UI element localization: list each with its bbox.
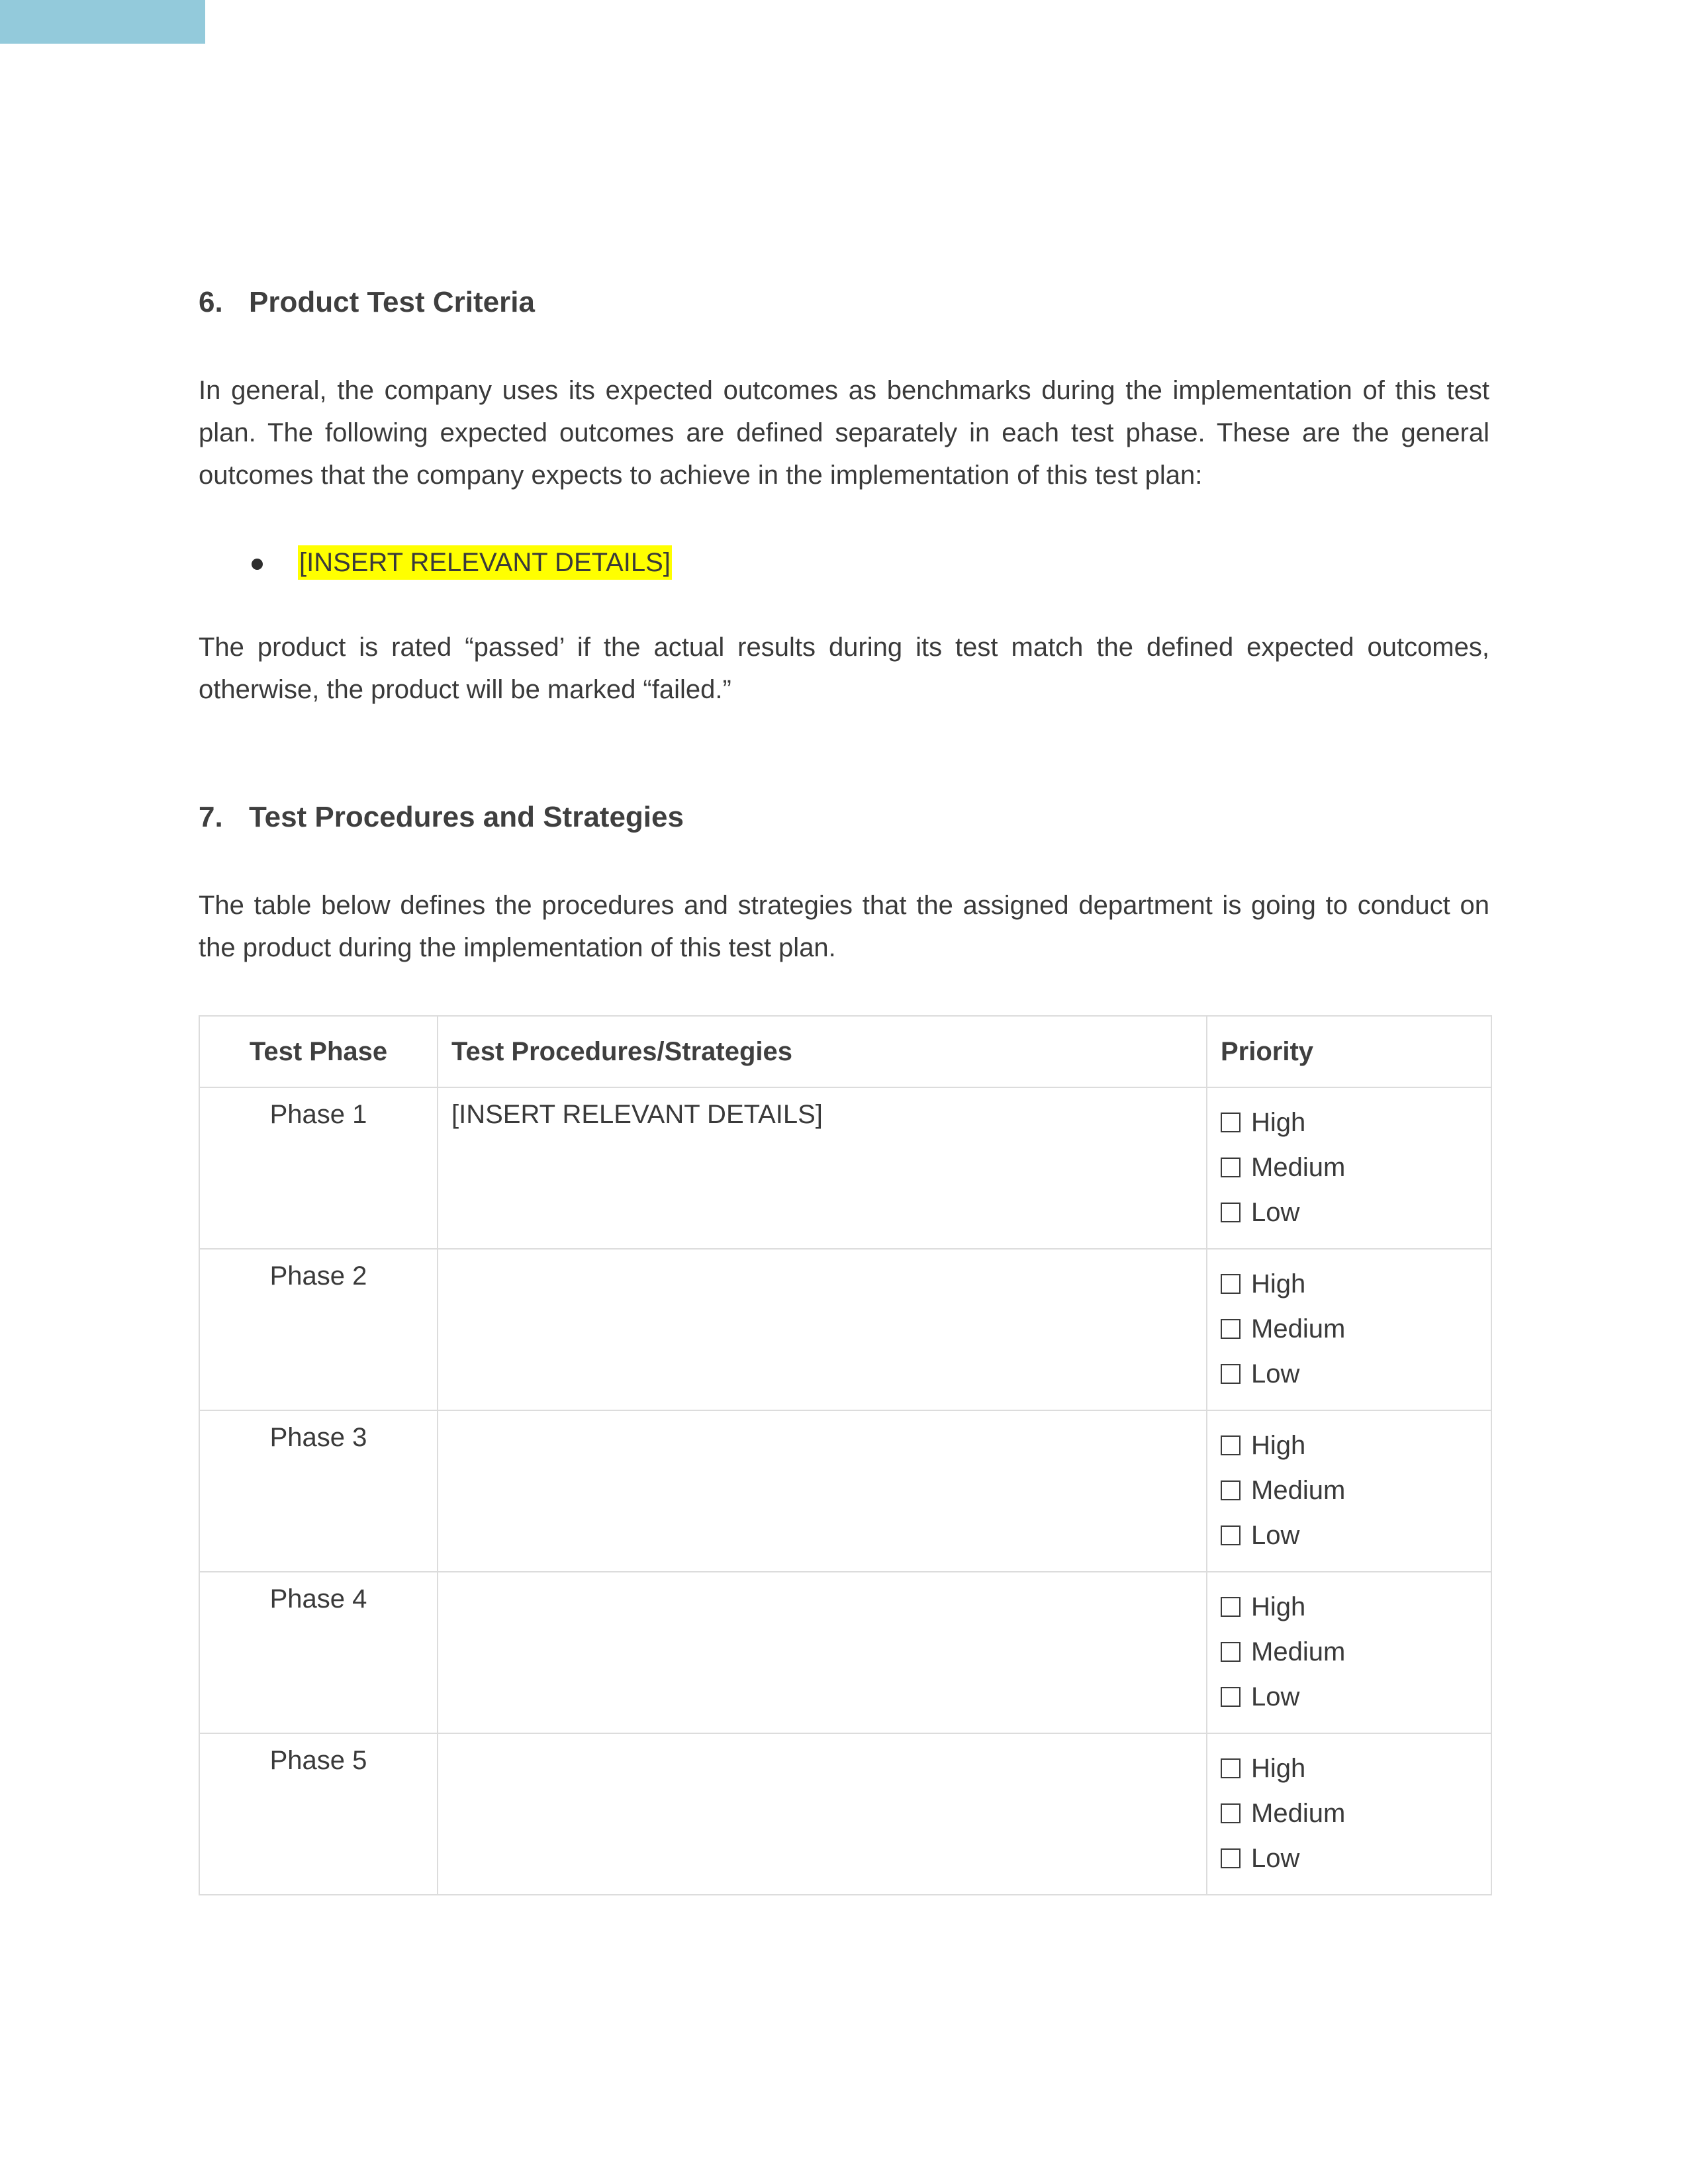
priority-options [1221, 1261, 1477, 1396]
table-header-row [199, 1016, 1491, 1087]
section-7-title: Test Procedures and Strategies [249, 801, 684, 833]
priority-option[interactable] [1221, 1423, 1477, 1468]
procedures-cell[interactable]: [INSERT RELEVANT DETAILS] [438, 1087, 1207, 1249]
priority-label: Medium [1251, 1153, 1346, 1182]
checkbox-icon[interactable] [1221, 1113, 1241, 1132]
priority-label: Medium [1251, 1476, 1346, 1505]
section-6-number: 6. [199, 286, 223, 318]
section-6-paragraph-2: The product is rated “passed’ if the actual results during its test match the defined expected outcomes, otherwise, the product will be marked “failed.” [199, 633, 1489, 704]
phase-cell: Phase 5 [199, 1733, 438, 1895]
phase-cell: Phase 4 [199, 1572, 438, 1733]
table-row [199, 1087, 1491, 1249]
priority-option[interactable] [1221, 1629, 1477, 1674]
phase-cell: Phase 3 [199, 1410, 438, 1572]
priority-cell [1207, 1572, 1491, 1733]
section-7-heading [199, 801, 684, 834]
phase-cell: Phase 1 [199, 1087, 438, 1249]
section-6-heading [199, 286, 535, 319]
procedures-cell[interactable] [438, 1733, 1207, 1895]
checkbox-icon[interactable] [1221, 1435, 1241, 1455]
priority-cell [1207, 1087, 1491, 1249]
table-row [199, 1572, 1491, 1733]
priority-label: Medium [1251, 1799, 1346, 1828]
checkbox-icon[interactable] [1221, 1642, 1241, 1662]
header-test-procedures: Test Procedures/Strategies [438, 1016, 1207, 1087]
table-row [199, 1733, 1491, 1895]
header-test-phase: Test Phase [199, 1016, 438, 1087]
checkbox-icon[interactable] [1221, 1203, 1241, 1222]
priority-option[interactable] [1221, 1351, 1477, 1396]
priority-label: Medium [1251, 1314, 1346, 1343]
priority-label: Low [1251, 1682, 1300, 1711]
priority-label: High [1251, 1108, 1306, 1137]
section-6-title: Product Test Criteria [249, 286, 535, 318]
priority-option[interactable] [1221, 1746, 1477, 1791]
phase-cell: Phase 2 [199, 1249, 438, 1410]
checkbox-icon[interactable] [1221, 1525, 1241, 1545]
checkbox-icon[interactable] [1221, 1803, 1241, 1823]
priority-label: Low [1251, 1521, 1300, 1550]
checkbox-icon[interactable] [1221, 1364, 1241, 1384]
checkbox-icon[interactable] [1221, 1480, 1241, 1500]
priority-option[interactable] [1221, 1261, 1477, 1306]
priority-option[interactable] [1221, 1190, 1477, 1235]
procedures-cell[interactable] [438, 1572, 1207, 1733]
checkbox-icon[interactable] [1221, 1319, 1241, 1339]
procedures-cell[interactable] [438, 1410, 1207, 1572]
priority-options [1221, 1100, 1477, 1235]
priority-option[interactable] [1221, 1306, 1477, 1351]
section-6-paragraph-1: In general, the company uses its expected outcomes as benchmarks during the implementation of this test plan. The following expected outcomes are defined separately in each test phase. These are the general outcomes that the company expects to achieve in the implementation of this test plan: [199, 376, 1489, 490]
priority-label: Medium [1251, 1637, 1346, 1666]
checkbox-icon[interactable] [1221, 1758, 1241, 1778]
priority-label: Low [1251, 1359, 1300, 1388]
priority-options [1221, 1423, 1477, 1558]
priority-label: High [1251, 1592, 1306, 1621]
priority-option[interactable] [1221, 1468, 1477, 1513]
priority-option[interactable] [1221, 1584, 1477, 1629]
highlighted-placeholder: [INSERT RELEVANT DETAILS] [298, 545, 672, 580]
priority-option[interactable] [1221, 1836, 1477, 1881]
header-accent-bar [0, 0, 205, 44]
checkbox-icon[interactable] [1221, 1848, 1241, 1868]
priority-option[interactable] [1221, 1791, 1477, 1836]
table-row [199, 1410, 1491, 1572]
table-row [199, 1249, 1491, 1410]
priority-cell [1207, 1249, 1491, 1410]
section-7-paragraph: The table below defines the procedures and strategies that the assigned department is going to conduct on the product during the implementation of this test plan. [199, 891, 1489, 962]
section-7-number: 7. [199, 801, 223, 833]
header-priority: Priority [1207, 1016, 1491, 1087]
priority-option[interactable] [1221, 1100, 1477, 1145]
priority-label: High [1251, 1431, 1306, 1460]
checkbox-icon[interactable] [1221, 1274, 1241, 1294]
procedures-cell[interactable] [438, 1249, 1207, 1410]
priority-cell [1207, 1733, 1491, 1895]
checkbox-icon[interactable] [1221, 1597, 1241, 1617]
priority-label: High [1251, 1754, 1306, 1783]
table-body [199, 1087, 1491, 1895]
priority-option[interactable] [1221, 1513, 1477, 1558]
priority-label: Low [1251, 1844, 1300, 1873]
test-procedures-table [199, 1015, 1492, 1895]
priority-options [1221, 1746, 1477, 1881]
checkbox-icon[interactable] [1221, 1158, 1241, 1177]
priority-cell [1207, 1410, 1491, 1572]
priority-options [1221, 1584, 1477, 1719]
bullet-dot-icon [252, 559, 263, 570]
priority-label: High [1251, 1269, 1306, 1298]
priority-label: Low [1251, 1198, 1300, 1227]
priority-option[interactable] [1221, 1674, 1477, 1719]
checkbox-icon[interactable] [1221, 1687, 1241, 1707]
priority-option[interactable] [1221, 1145, 1477, 1190]
